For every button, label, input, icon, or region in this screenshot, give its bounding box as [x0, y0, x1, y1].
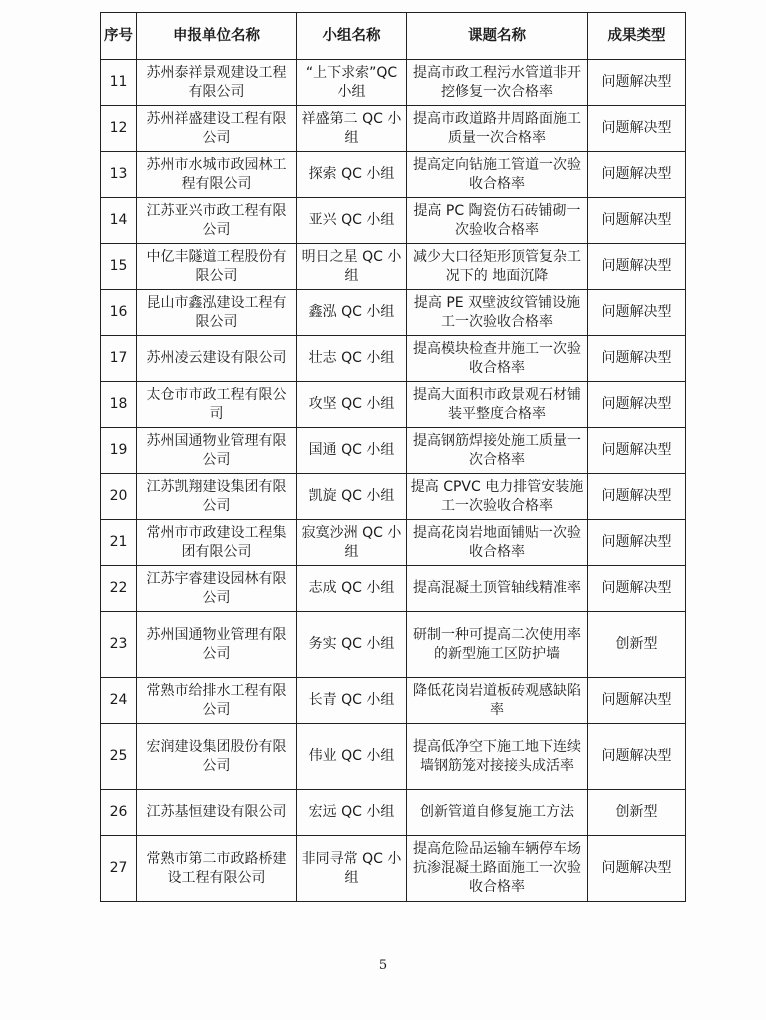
table-row: [101, 428, 686, 474]
row-number: 23: [101, 612, 137, 678]
header-serial-number: 序号: [101, 13, 137, 60]
table-row: [101, 612, 686, 678]
row-group: “上下求索”QC 小组: [297, 60, 407, 106]
row-number: 17: [101, 336, 137, 382]
row-number: 14: [101, 198, 137, 244]
row-unit: 常熟市第二市政路桥建设工程有限公司: [137, 836, 297, 902]
row-group: 鑫泓 QC 小组: [297, 290, 407, 336]
row-type: 问题解决型: [588, 724, 686, 790]
header-topic-name: 课题名称: [407, 13, 588, 60]
row-number: 27: [101, 836, 137, 902]
row-topic: 降低花岗岩道板砖观感缺陷率: [407, 678, 588, 724]
row-type: 创新型: [588, 612, 686, 678]
row-topic: 减少大口径矩形顶管复杂工况下的 地面沉降: [407, 244, 588, 290]
row-topic: 提高市政工程污水管道非开挖修复一次合格率: [407, 60, 588, 106]
row-group: 伟业 QC 小组: [297, 724, 407, 790]
row-topic: 提高 PC 陶瓷仿石砖铺砌一次验收合格率: [407, 198, 588, 244]
row-topic: 提高定向钻施工管道一次验收合格率: [407, 152, 588, 198]
row-unit: 江苏亚兴市政工程有限公司: [137, 198, 297, 244]
row-type: 问题解决型: [588, 336, 686, 382]
row-unit: 苏州祥盛建设工程有限公司: [137, 106, 297, 152]
row-number: 26: [101, 790, 137, 836]
header-unit-name: 申报单位名称: [137, 13, 297, 60]
row-number: 13: [101, 152, 137, 198]
row-group: 宏远 QC 小组: [297, 790, 407, 836]
page-number: 5: [378, 958, 388, 973]
table-row: [101, 678, 686, 724]
row-number: 16: [101, 290, 137, 336]
row-number: 21: [101, 520, 137, 566]
row-type: 问题解决型: [588, 106, 686, 152]
row-unit: 常熟市给排水工程有限公司: [137, 678, 297, 724]
row-group: 务实 QC 小组: [297, 612, 407, 678]
row-topic: 提高钢筋焊接处施工质量一次合格率: [407, 428, 588, 474]
row-group: 非同寻常 QC 小组: [297, 836, 407, 902]
row-number: 22: [101, 566, 137, 612]
row-unit: 太仓市市政工程有限公司: [137, 382, 297, 428]
table-row: [101, 198, 686, 244]
table-header-row: [101, 13, 686, 60]
row-number: 15: [101, 244, 137, 290]
row-topic: 创新管道自修复施工方法: [407, 790, 588, 836]
row-topic: 提高模块检查井施工一次验收合格率: [407, 336, 588, 382]
row-type: 问题解决型: [588, 836, 686, 902]
row-topic: 提高 PE 双壁波纹管铺设施工一次验收合格率: [407, 290, 588, 336]
row-topic: 研制一种可提高二次使用率的新型施工区防护墙: [407, 612, 588, 678]
row-group: 长青 QC 小组: [297, 678, 407, 724]
row-unit: 苏州泰祥景观建设工程有限公司: [137, 60, 297, 106]
row-unit: 中亿丰隧道工程股份有限公司: [137, 244, 297, 290]
table-row: [101, 790, 686, 836]
row-number: 24: [101, 678, 137, 724]
row-type: 问题解决型: [588, 474, 686, 520]
row-unit: 苏州市水城市政园林工程有限公司: [137, 152, 297, 198]
row-group: 攻坚 QC 小组: [297, 382, 407, 428]
row-group: 凯旋 QC 小组: [297, 474, 407, 520]
row-topic: 提高花岗岩地面铺贴一次验收合格率: [407, 520, 588, 566]
row-type: 问题解决型: [588, 678, 686, 724]
row-number: 25: [101, 724, 137, 790]
row-group: 国通 QC 小组: [297, 428, 407, 474]
header-result-type: 成果类型: [588, 13, 686, 60]
row-unit: 江苏宇睿建设园林有限公司: [137, 566, 297, 612]
row-unit: 宏润建设集团股份有限公司: [137, 724, 297, 790]
row-number: 12: [101, 106, 137, 152]
row-type: 问题解决型: [588, 566, 686, 612]
row-group: 壮志 QC 小组: [297, 336, 407, 382]
table-row: [101, 60, 686, 106]
table-row: [101, 382, 686, 428]
row-group: 明日之星 QC 小组: [297, 244, 407, 290]
table-row: [101, 566, 686, 612]
header-group-name: 小组名称: [297, 13, 407, 60]
row-group: 探索 QC 小组: [297, 152, 407, 198]
table-row: [101, 244, 686, 290]
table-row: [101, 106, 686, 152]
row-unit: 苏州国通物业管理有限公司: [137, 428, 297, 474]
table-row: [101, 724, 686, 790]
row-topic: 提高大面积市政景观石材铺装平整度合格率: [407, 382, 588, 428]
row-group: 祥盛第二 QC 小组: [297, 106, 407, 152]
row-type: 问题解决型: [588, 520, 686, 566]
row-number: 11: [101, 60, 137, 106]
row-group: 志成 QC 小组: [297, 566, 407, 612]
row-unit: 苏州凌云建设有限公司: [137, 336, 297, 382]
table-row: [101, 336, 686, 382]
row-type: 问题解决型: [588, 290, 686, 336]
row-topic: 提高低净空下施工地下连续墙钢筋笼对接接头成活率: [407, 724, 588, 790]
row-topic: 提高 CPVC 电力排管安装施工一次验收合格率: [407, 474, 588, 520]
row-group: 寂寞沙洲 QC 小组: [297, 520, 407, 566]
row-unit: 常州市市政建设工程集团有限公司: [137, 520, 297, 566]
row-type: 问题解决型: [588, 60, 686, 106]
row-unit: 江苏基恒建设有限公司: [137, 790, 297, 836]
row-unit: 苏州国通物业管理有限公司: [137, 612, 297, 678]
row-number: 19: [101, 428, 137, 474]
row-number: 20: [101, 474, 137, 520]
row-type: 问题解决型: [588, 152, 686, 198]
row-group: 亚兴 QC 小组: [297, 198, 407, 244]
table-row: [101, 836, 686, 902]
qc-results-table: [100, 12, 686, 902]
table-row: [101, 520, 686, 566]
table-row: [101, 290, 686, 336]
row-type: 问题解决型: [588, 428, 686, 474]
row-unit: 江苏凯翔建设集团有限公司: [137, 474, 297, 520]
row-type: 问题解决型: [588, 198, 686, 244]
row-number: 18: [101, 382, 137, 428]
row-topic: 提高危险品运输车辆停车场抗渗混凝土路面施工一次验收合格率: [407, 836, 588, 902]
row-type: 问题解决型: [588, 244, 686, 290]
row-type: 创新型: [588, 790, 686, 836]
table-row: [101, 474, 686, 520]
row-topic: 提高混凝土顶管轴线精准率: [407, 566, 588, 612]
row-type: 问题解决型: [588, 382, 686, 428]
row-topic: 提高市政道路井周路面施工质量一次合格率: [407, 106, 588, 152]
row-unit: 昆山市鑫泓建设工程有限公司: [137, 290, 297, 336]
table-row: [101, 152, 686, 198]
